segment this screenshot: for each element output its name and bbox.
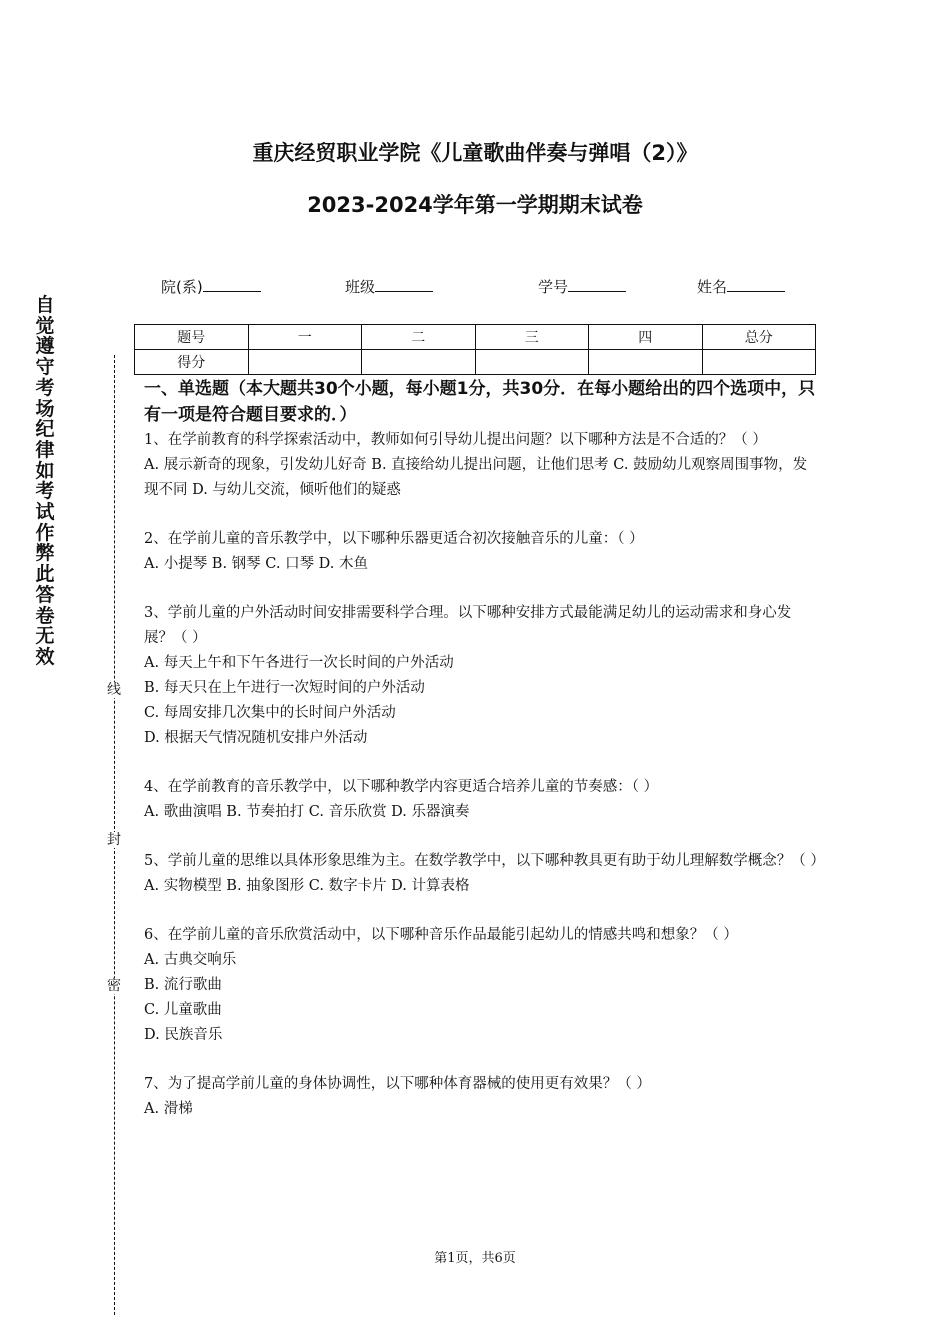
dept-blank[interactable] (203, 277, 261, 292)
question-stem: 1、在学前教育的科学探索活动中，教师如何引导幼儿提出问题？以下哪种方法是不合适的？（ ） (144, 432, 767, 448)
question-options: A. 实物模型 B. 抽象图形 C. 数字卡片 D. 计算表格 (144, 878, 470, 894)
table-cell: 四 (589, 325, 703, 350)
exam-discipline-note: 自觉遵守考场纪律如考试作弊此答卷无效 (35, 294, 55, 668)
question-6 (144, 923, 820, 1048)
option-c: C. 儿童歌曲 (144, 1002, 222, 1018)
score-cell[interactable] (702, 350, 816, 375)
question-options: A. 展示新奇的现象，引发幼儿好奇 B. 直接给幼儿提出问题，让他们思考 C. 鼓励幼儿观察周围事物，发现不同 D. 与幼儿交流，倾听他们的疑惑 (144, 457, 808, 498)
dept-label: 院(系) (161, 278, 203, 296)
student-id-field (538, 276, 626, 297)
class-blank[interactable] (375, 277, 433, 292)
question-stem: 7、为了提高学前儿童的身体协调性，以下哪种体育器械的使用更有效果？（ ） (144, 1076, 651, 1092)
option-b: B. 流行歌曲 (144, 977, 222, 993)
question-stem: 3、学前儿童的户外活动时间安排需要科学合理。以下哪种安排方式最能满足幼儿的运动需求和身心发展？（ ） (144, 605, 792, 646)
score-table-header-row (135, 325, 816, 350)
section-heading: 一、单选题（本大题共30个小题，每小题1分，共30分．在每小题给出的四个选项中，只有一项是符合题目要求的．） (144, 379, 816, 425)
seal-mark-sealed: 密 (107, 978, 121, 994)
student-id-blank[interactable] (568, 277, 626, 292)
score-cell[interactable] (475, 350, 589, 375)
seal-mark-seal: 封 (107, 832, 121, 848)
score-cell[interactable] (362, 350, 476, 375)
question-options: A. 歌曲演唱 B. 节奏拍打 C. 音乐欣赏 D. 乐器演奏 (144, 804, 470, 820)
question-stem: 6、在学前儿童的音乐欣赏活动中，以下哪种音乐作品最能引起幼儿的情感共鸣和想象？（ ） (144, 927, 738, 943)
dept-field (161, 276, 261, 297)
question-3 (144, 601, 820, 751)
score-cell[interactable] (248, 350, 362, 375)
class-label: 班级 (345, 278, 376, 296)
table-cell: 三 (475, 325, 589, 350)
table-cell: 一 (248, 325, 362, 350)
score-table-score-row (135, 350, 816, 375)
name-field (697, 276, 785, 297)
score-cell[interactable] (589, 350, 703, 375)
seal-mark-line: 线 (107, 682, 121, 698)
question-stem: 4、在学前教育的音乐教学中，以下哪种教学内容更适合培养儿童的节奏感：（ ） (144, 779, 659, 795)
option-d: D. 根据天气情况随机安排户外活动 (144, 730, 368, 746)
option-a: A. 每天上午和下午各进行一次长时间的户外活动 (144, 655, 454, 671)
name-blank[interactable] (727, 277, 785, 292)
student-id-label: 学号 (538, 278, 569, 296)
exam-content (144, 376, 825, 1122)
question-5 (144, 849, 825, 899)
name-label: 姓名 (697, 278, 728, 296)
class-field (345, 276, 433, 297)
question-7 (144, 1072, 820, 1122)
question-options: A. 小提琴 B. 钢琴 C. 口琴 D. 木鱼 (144, 556, 369, 572)
question-1 (144, 428, 820, 503)
question-4 (144, 775, 820, 825)
question-stem: 5、学前儿童的思维以具体形象思维为主。在数学教学中，以下哪种教具更有助于幼儿理解数学概念？（ ） (144, 853, 825, 869)
option-c: C. 每周安排几次集中的长时间户外活动 (144, 705, 396, 721)
page-number: 第1页，共6页 (434, 1251, 516, 1266)
table-cell: 二 (362, 325, 476, 350)
score-table (134, 324, 816, 375)
option-b: B. 每天只在上午进行一次短时间的户外活动 (144, 680, 425, 696)
option-a: A. 滑梯 (144, 1101, 193, 1117)
option-a: A. 古典交响乐 (144, 952, 237, 968)
table-cell: 总分 (702, 325, 816, 350)
exam-title-line1: 重庆经贸职业学院《儿童歌曲伴奏与弹唱（2）》 (252, 141, 698, 165)
question-stem: 2、在学前儿童的音乐教学中，以下哪种乐器更适合初次接触音乐的儿童：（ ） (144, 531, 644, 547)
table-cell: 得分 (135, 350, 249, 375)
question-2 (144, 527, 820, 577)
table-cell: 题号 (135, 325, 249, 350)
exam-title-line2: 2023-2024学年第一学期期末试卷 (307, 193, 643, 217)
option-d: D. 民族音乐 (144, 1027, 223, 1043)
